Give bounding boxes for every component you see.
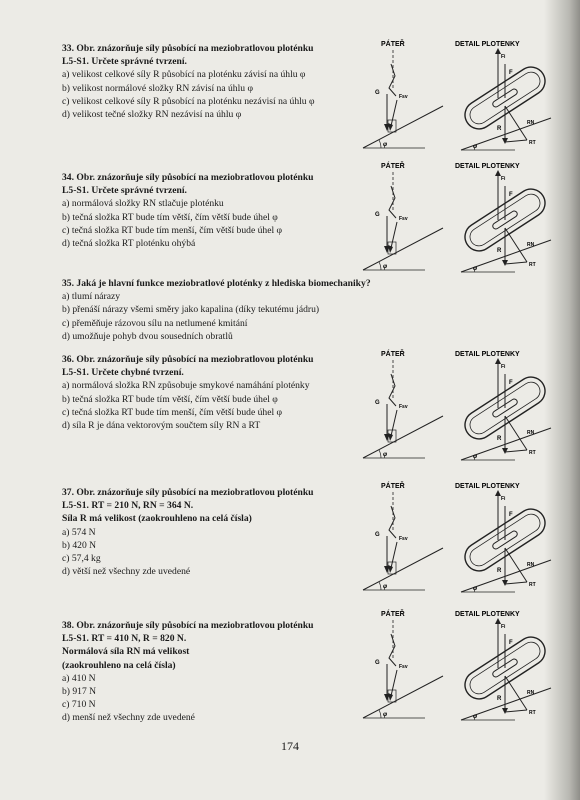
force-F-label: F	[509, 512, 513, 518]
angle-phi-label: φ	[473, 454, 478, 460]
force-F-label: F	[509, 640, 513, 646]
answer-option-d: d) velikost tečné složky RN nezávisí na úhlu φ	[62, 109, 242, 121]
question-header: 33. Obr. znázorňuje síly působící na meziobratlovou ploténku	[62, 43, 314, 54]
force-RT-label: RT	[529, 710, 536, 716]
force-Fi-label: Fi	[501, 624, 506, 630]
force-R-label: R	[497, 568, 502, 574]
force-Fi-label: Fi	[501, 364, 506, 370]
angle-phi-label: φ	[383, 584, 388, 590]
answer-option-b: b) 420 N	[62, 539, 97, 551]
force-RT-label: RT	[529, 582, 536, 588]
answer-option-c: c) tečná složka RT bude tím menší, čím větší bude úhel φ	[62, 224, 283, 236]
force-R-label: R	[497, 436, 502, 442]
spine-label: PÁTEŘ	[381, 483, 405, 490]
answer-option-b: b) velikost normálové složky RN závisí na úhlu φ	[62, 82, 253, 94]
force-F-label: F	[509, 380, 513, 386]
spine-label: PÁTEŘ	[381, 163, 405, 170]
page-number: 174	[281, 739, 299, 753]
disc-detail-label: DETAIL PLOTENKY	[455, 41, 520, 48]
disc-detail-label: DETAIL PLOTENKY	[455, 611, 520, 618]
force-RT-label: RT	[529, 450, 536, 456]
question-37	[62, 486, 362, 578]
question-36	[62, 353, 362, 432]
force-RN-label: RN	[527, 562, 535, 568]
answer-option-b: b) 917 N	[62, 686, 97, 698]
question-header: 37. Obr. znázorňuje síly působící na meziobratlovou ploténku	[62, 487, 314, 498]
answer-option-b: b) přenáší nárazy všemi směry jako kapalina (díky tekutému jádru)	[62, 304, 320, 316]
figure-spine-disc-q38	[355, 606, 555, 726]
question-33	[62, 42, 362, 121]
force-F-label: F	[509, 192, 513, 198]
question-38	[62, 619, 362, 725]
answer-option-c: c) tečná složka RT bude tím menší, čím větší bude úhel φ	[62, 406, 283, 418]
angle-phi-label: φ	[383, 452, 388, 458]
answer-option-c: c) přeměňuje rázovou sílu na netlumené kmitání	[62, 317, 248, 329]
force-RN-label: RN	[527, 690, 535, 696]
question-header: L5-S1. Určete správné tvrzení.	[62, 185, 187, 197]
question-header: Normálová síla RN má velikost	[62, 646, 190, 658]
question-header: 34. Obr. znázorňuje síly působící na meziobratlovou ploténku	[62, 172, 314, 183]
answer-option-d: d) tečná složka RT ploténku ohýbá	[62, 238, 196, 250]
force-Fsv-label: Fsv	[399, 536, 408, 542]
angle-phi-label: φ	[383, 264, 388, 270]
force-Fsv-label: Fsv	[399, 404, 408, 410]
angle-phi-label: φ	[473, 266, 478, 272]
answer-option-a: a) normálová složka RN způsobuje smykové namáhání ploténky	[62, 380, 310, 392]
answer-option-a: a) velikost celkové síly R působící na ploténku závisí na úhlu φ	[62, 69, 306, 81]
question-header: L5-S1. Určete chybné tvrzení.	[62, 367, 184, 379]
disc-detail-label: DETAIL PLOTENKY	[455, 483, 520, 490]
force-Fi-label: Fi	[501, 54, 506, 60]
question-header: L5-S1. RT = 410 N, R = 820 N.	[62, 633, 187, 645]
answer-option-d: d) umožňuje pohyb dvou sousedních obratlů	[62, 330, 233, 342]
question-header: Síla R má velikost (zaokrouhleno na celá čísla)	[62, 513, 252, 525]
answer-option-a: a) 410 N	[62, 672, 96, 684]
force-RN-label: RN	[527, 430, 535, 436]
figure-spine-disc-q37	[355, 478, 555, 598]
answer-option-d: d) menší než všechny zde uvedené	[62, 712, 195, 724]
question-header: (zaokrouhleno na celá čísla)	[62, 659, 176, 671]
answer-option-a: a) tlumí nárazy	[62, 291, 121, 303]
spine-label: PÁTEŘ	[381, 351, 405, 358]
force-RT-label: RT	[529, 262, 536, 268]
question-header: 36. Obr. znázorňuje síly působící na meziobratlovou ploténku	[62, 354, 314, 365]
force-Fsv-label: Fsv	[399, 216, 408, 222]
force-RN-label: RN	[527, 120, 535, 126]
answer-option-c: c) 710 N	[62, 699, 96, 711]
answer-option-b: b) tečná složka RT bude tím větší, čím větší bude úhel φ	[62, 393, 278, 405]
disc-detail-label: DETAIL PLOTENKY	[455, 351, 520, 358]
figure-spine-disc-q33	[355, 36, 555, 156]
force-R-label: R	[497, 126, 502, 132]
force-F-label: F	[509, 70, 513, 76]
force-RN-label: RN	[527, 242, 535, 248]
force-G-label: G	[375, 212, 380, 218]
answer-option-b: b) tečná složka RT bude tím větší, čím větší bude úhel φ	[62, 211, 278, 223]
answer-option-d: d) síla R je dána vektorovým součtem síly RN a RT	[62, 420, 261, 432]
question-header: L5-S1. RT = 210 N, RN = 364 N.	[62, 500, 194, 512]
force-Fi-label: Fi	[501, 496, 506, 502]
question-header: L5-S1. Určete správné tvrzení.	[62, 56, 187, 68]
question-header: 35. Jaká je hlavní funkce meziobratlové ploténky z hlediska biomechaniky?	[62, 278, 371, 289]
force-R-label: R	[497, 696, 502, 702]
spine-label: PÁTEŘ	[381, 41, 405, 48]
figure-spine-disc-q34	[355, 158, 555, 278]
force-G-label: G	[375, 400, 380, 406]
force-Fsv-label: Fsv	[399, 94, 408, 100]
force-G-label: G	[375, 90, 380, 96]
answer-option-a: a) normálová složky RN stlačuje ploténku	[62, 198, 224, 210]
question-35	[62, 277, 422, 343]
angle-phi-label: φ	[473, 144, 478, 150]
answer-option-a: a) 574 N	[62, 526, 96, 538]
answer-option-c: c) velikost celkové síly R působící na ploténku nezávisí na úhlu φ	[62, 95, 315, 107]
spine-label: PÁTEŘ	[381, 611, 405, 618]
angle-phi-label: φ	[383, 142, 388, 148]
angle-phi-label: φ	[473, 714, 478, 720]
figure-spine-disc-q36	[355, 346, 555, 466]
force-Fsv-label: Fsv	[399, 664, 408, 670]
answer-option-d: d) větší než všechny zde uvedené	[62, 566, 191, 578]
angle-phi-label: φ	[383, 712, 388, 718]
force-R-label: R	[497, 248, 502, 254]
question-34	[62, 171, 362, 250]
force-Fi-label: Fi	[501, 176, 506, 182]
force-RT-label: RT	[529, 140, 536, 146]
force-G-label: G	[375, 660, 380, 666]
angle-phi-label: φ	[473, 586, 478, 592]
answer-option-c: c) 57,4 kg	[62, 553, 101, 565]
question-header: 38. Obr. znázorňuje síly působící na meziobratlovou ploténku	[62, 620, 314, 631]
force-G-label: G	[375, 532, 380, 538]
disc-detail-label: DETAIL PLOTENKY	[455, 163, 520, 170]
